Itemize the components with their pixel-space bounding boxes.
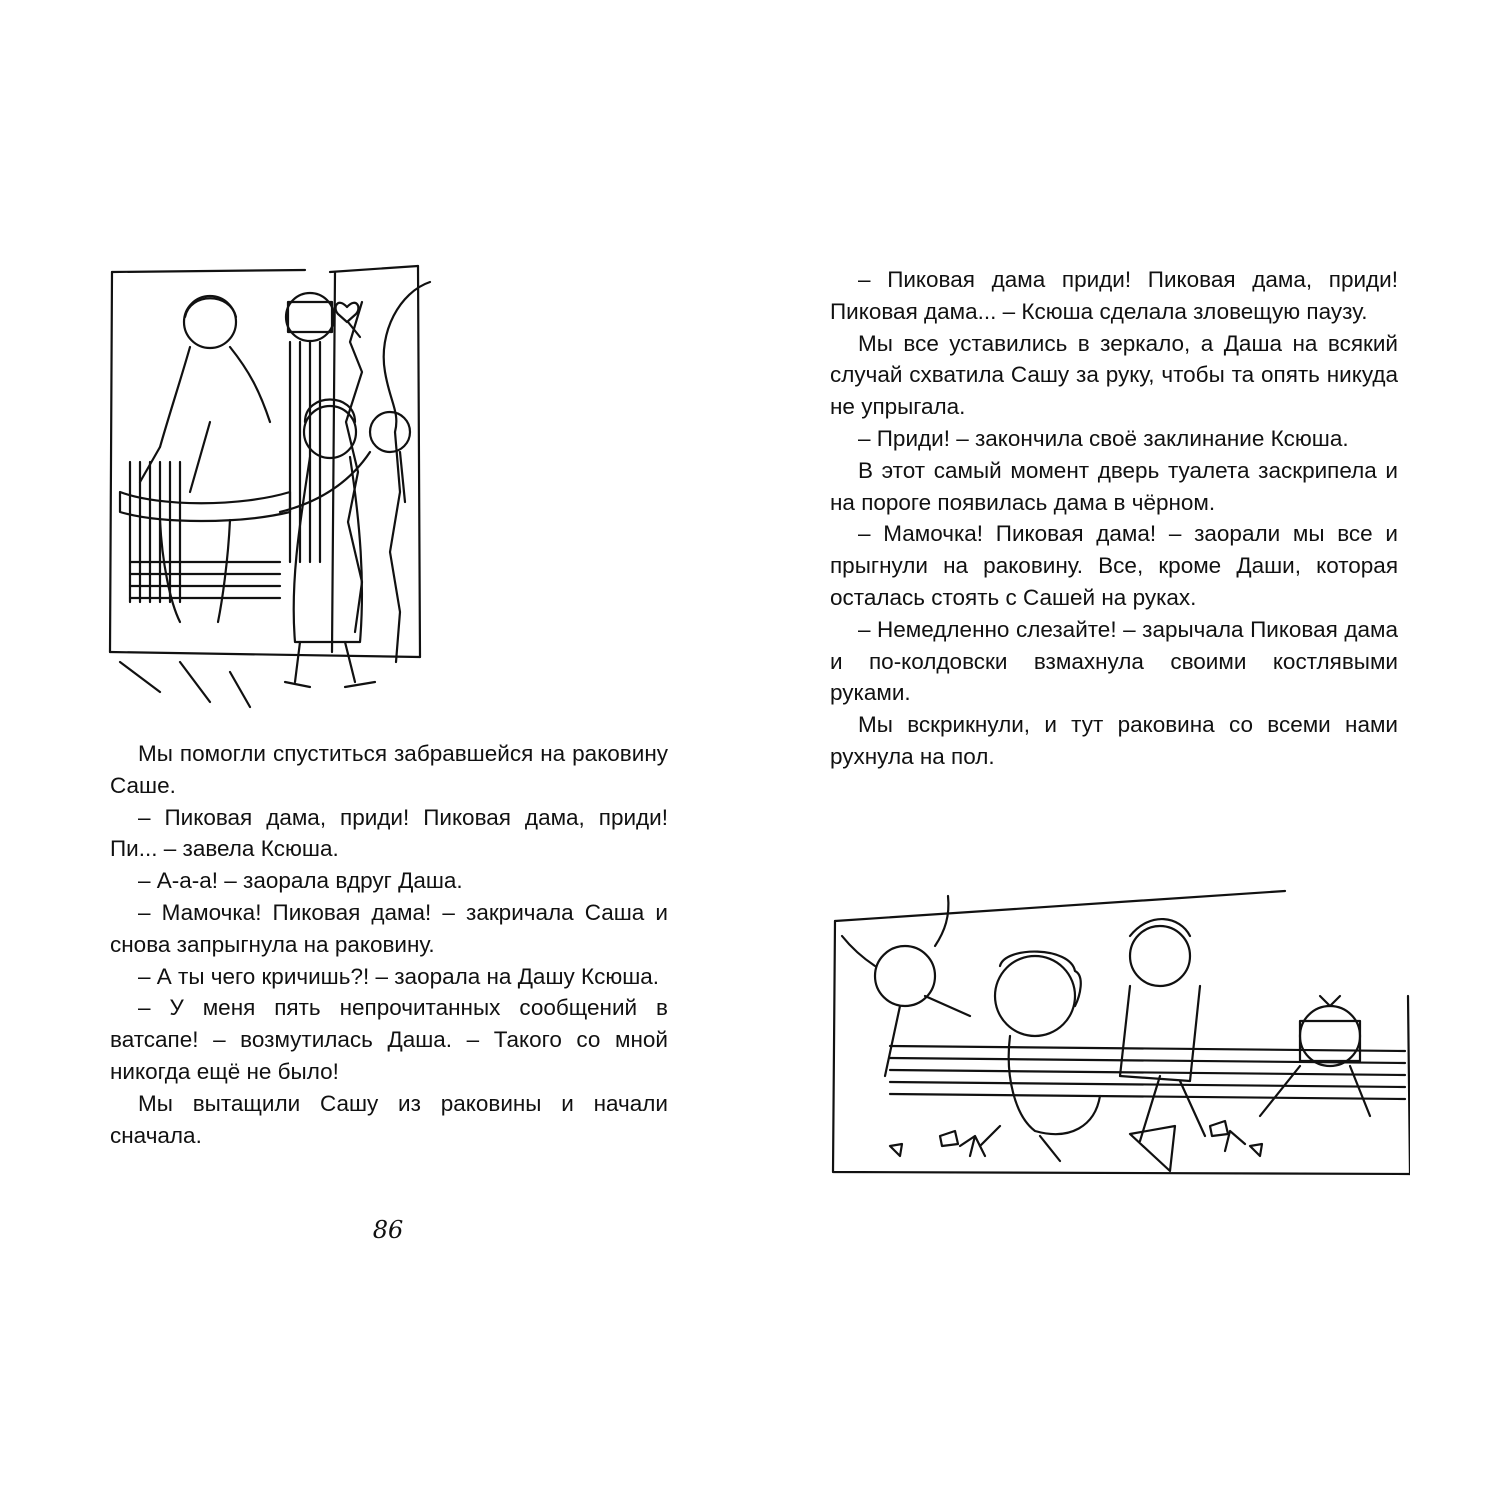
right-page (750, 0, 1500, 1500)
paragraph: В этот самый момент дверь туалета заскрипела и на пороге появилась дама в чёрном. (830, 457, 1398, 515)
paragraph: – Мамочка! Пиковая дама! – закричала Саша и снова запрыгнула на раковину. (110, 899, 668, 957)
paragraph: – У меня пять непрочитанных сообщений в ватсапе! – возмутилась Даша. – Такого со мной никогда ещё не было! (110, 995, 668, 1084)
paragraph: – Пиковая дама приди! Пиковая дама, приди! Пиковая дама... – Ксюша сделала зловещую паузу. (830, 267, 1398, 324)
paragraph: Мы все уставились в зеркало, а Даша на всякий случай схватила Сашу за руку, чтобы та опять никуда не упрыгала. (830, 330, 1398, 420)
paragraph: – Мамочка! Пиковая дама! – заорали мы все и прыгнули на раковину. Все, кроме Даши, которая осталась стоять с Сашей на руках. (830, 521, 1398, 610)
paragraph: – А-а-а! – заорала вдруг Даша. (138, 868, 463, 894)
paragraph: – А ты чего кричишь?! – заорала на Дашу Ксюша. (138, 963, 660, 989)
paragraph: – Приди! – закончила своё заклинание Ксюша. (858, 425, 1349, 451)
paragraph: Мы вскрикнули, и тут раковина со всеми нами рухнула на пол. (830, 712, 1398, 769)
page-number: 86 (372, 1216, 404, 1244)
left-page-text (110, 738, 668, 1151)
paragraph: Мы вытащили Сашу из раковины и начали сначала. (110, 1090, 668, 1148)
paragraph: – Пиковая дама, приди! Пиковая дама, приди! Пи... – завела Ксюша. (110, 804, 668, 862)
broken-sink-illustration (830, 876, 1410, 1182)
girls-falling-with-broken-sink-illustration (830, 876, 1410, 1182)
right-page-text (830, 264, 1398, 773)
girls-on-sink-mirror-silhouette-illustration (100, 262, 445, 714)
paragraph: Мы помогли спуститься забравшейся на раковину Саше. (110, 741, 668, 798)
paragraph: – Немедленно слезайте! – зарычала Пиковая дама и по-колдовски взмахнула своими костлявыми руками. (830, 616, 1398, 706)
girls-on-sink-illustration (100, 262, 445, 714)
